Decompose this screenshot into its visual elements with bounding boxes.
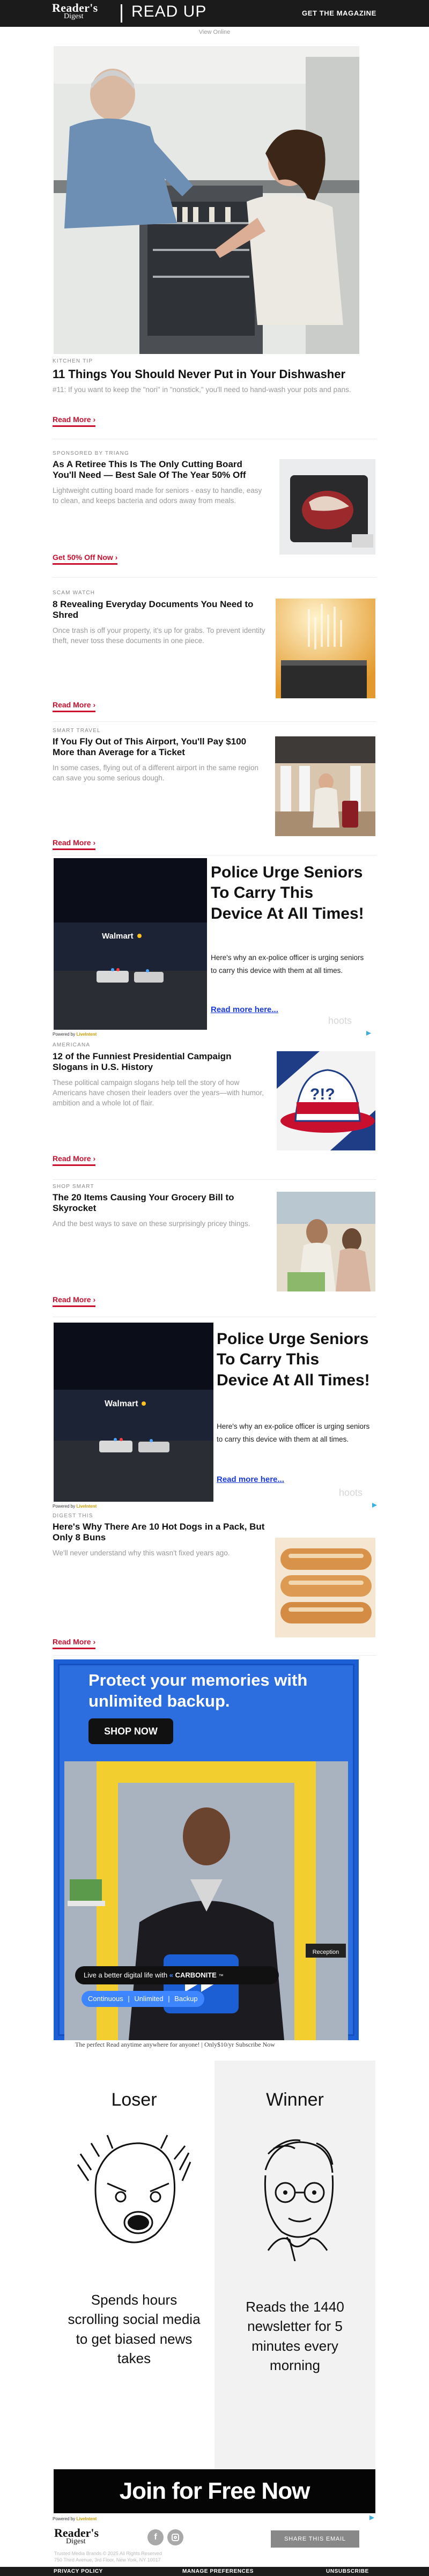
- feature-backup: Backup: [174, 1995, 198, 2003]
- instagram-icon[interactable]: [167, 2529, 183, 2545]
- share-email-button[interactable]: SHARE THIS EMAIL: [271, 2530, 359, 2548]
- article-description: In some cases, flying out of a different airport in the same region can save you some serious dough.: [53, 764, 258, 782]
- article-image-airport[interactable]: [275, 736, 375, 836]
- article-image-shredding[interactable]: [276, 599, 375, 698]
- police-ad-link[interactable]: Read more here...: [211, 1005, 278, 1014]
- feature-continuous: Continuous: [88, 1995, 123, 2003]
- article-category: SCAM WATCH: [53, 590, 95, 596]
- screaming-man-icon: [75, 2132, 193, 2261]
- svg-text:?!?: ?!?: [310, 1086, 335, 1103]
- privacy-policy-link[interactable]: PRIVACY POLICY: [54, 2568, 103, 2574]
- separator: [53, 577, 376, 578]
- footer-logo-line2: Digest: [66, 2537, 86, 2545]
- hoots-watermark: hoots: [339, 1487, 363, 1498]
- readers-digest-logo[interactable]: [52, 2, 98, 20]
- powered-by-liveintent[interactable]: [53, 1504, 97, 1509]
- sponsored-cta-button[interactable]: Get 50% Off Now ›: [53, 553, 117, 565]
- get-magazine-link[interactable]: GET THE MAGAZINE: [302, 9, 376, 17]
- carbonite-ad[interactable]: [54, 1659, 359, 2040]
- article-image-hotdogs[interactable]: [275, 1538, 375, 1637]
- address-text: 750 Third Avenue, 3rd Floor, New York, NY 10017: [54, 2557, 161, 2563]
- article-read-more-button[interactable]: Read More ›: [53, 1154, 95, 1166]
- hoots-watermark: hoots: [328, 1015, 352, 1026]
- shop-now-button[interactable]: SHOP NOW: [88, 1718, 173, 1744]
- article-description: We'll never understand why this wasn't fixed years ago.: [53, 1549, 230, 1557]
- loser-label: Loser: [111, 2090, 157, 2110]
- divider: [121, 4, 122, 23]
- powered-label: Powered by: [53, 2516, 76, 2521]
- article-read-more-button[interactable]: Read More ›: [53, 1637, 95, 1649]
- sponsored-description: Lightweight cutting board made for seniors - easy to handle, easy to clean, and keeps bacteria and odors away from meals.: [53, 486, 262, 505]
- carbonite-features: Continuous | Unlimited | Backup: [82, 1991, 204, 2007]
- hero-photo-illustration: [54, 46, 359, 354]
- adchoices-icon[interactable]: [372, 1503, 377, 1508]
- brand-title: READ UP: [131, 3, 207, 20]
- footer-links-bar: [0, 2567, 429, 2576]
- sponsored-title[interactable]: As A Retiree This Is The Only Cutting Board You'll Need — Best Sale Of The Year 50% Off: [53, 459, 246, 481]
- police-ad-title[interactable]: Police Urge Seniors To Carry This Device At All Times!: [217, 1330, 370, 1389]
- article-title[interactable]: 12 of the Funniest Presidential Campaign Slogans in U.S. History: [53, 1051, 232, 1073]
- article-read-more-button[interactable]: Read More ›: [53, 700, 95, 712]
- police-ad-title[interactable]: Police Urge Seniors To Carry This Device At All Times!: [211, 863, 364, 922]
- winner-panel: [214, 2061, 375, 2469]
- walmart-sign: Walmart: [102, 932, 134, 941]
- separator: [53, 1179, 376, 1180]
- winner-label: Winner: [266, 2090, 324, 2110]
- winner-text: Reads the 1440 newsletter for 5 minutes every morning: [246, 2299, 344, 2374]
- hero-image[interactable]: [54, 46, 359, 354]
- reception-sign: Reception: [312, 1949, 339, 1955]
- join-for-free-button[interactable]: Join for Free Now: [54, 2469, 375, 2513]
- powered-by-liveintent[interactable]: [53, 1032, 97, 1037]
- separator: [53, 721, 376, 722]
- article-category: SMART TRAVEL: [53, 728, 101, 734]
- tagline-prefix: Live a better digital life with: [84, 1971, 168, 1979]
- article-description: These political campaign slogans help tell the story of how Americans have chosen their leaders over the years—with humor, ambition and a whole lot of flair.: [53, 1079, 264, 1107]
- copyright-text: Trusted Media Brands © 2025 All Rights Reserved: [54, 2551, 162, 2556]
- image-alt-text: The perfect Read anytime anywhere for anyone! | Only$10/yr Subscribe Now: [75, 2041, 275, 2048]
- grocery-illustration: [277, 1192, 375, 1291]
- hot-dog-buns-illustration: [275, 1538, 375, 1637]
- sponsored-category: SPONSORED BY TRIANG: [53, 451, 130, 456]
- powered-by-liveintent[interactable]: [53, 2516, 97, 2521]
- hero-description: #11: If you want to keep the "nori" in "nonstick," you'll need to hand-wash your pots and pans.: [53, 386, 351, 394]
- footer-logo-line1: Reader's: [54, 2526, 99, 2540]
- police-ad-text: Here's why an ex-police officer is urging seniors to carry this device with them at all times.: [217, 1422, 370, 1443]
- shredder-illustration: [276, 599, 375, 698]
- police-ad-text: Here's why an ex-police officer is urging seniors to carry this device with them at all times.: [211, 954, 364, 975]
- hero-read-more-button[interactable]: Read More ›: [53, 415, 95, 427]
- article-title[interactable]: 8 Revealing Everyday Documents You Need to Shred: [53, 599, 254, 621]
- unsubscribe-link[interactable]: UNSUBSCRIBE: [326, 2568, 369, 2574]
- article-read-more-button[interactable]: Read More ›: [53, 1295, 95, 1307]
- article-description: And the best ways to save on these surprisingly pricey things.: [53, 1220, 250, 1228]
- logo-line2: Digest: [64, 12, 84, 20]
- calm-man-with-glasses-icon: [236, 2132, 354, 2261]
- powered-label: Powered by: [53, 1032, 76, 1037]
- manage-preferences-link[interactable]: MANAGE PREFERENCES: [182, 2568, 254, 2574]
- airport-illustration: [275, 736, 375, 836]
- article-title[interactable]: The 20 Items Causing Your Grocery Bill to Skyrocket: [53, 1192, 234, 1214]
- article-title[interactable]: Here's Why There Are 10 Hot Dogs in a Pack, But Only 8 Buns: [53, 1522, 265, 1543]
- police-ad-image[interactable]: [54, 858, 207, 1030]
- article-title[interactable]: If You Fly Out of This Airport, You'll Pay $100 More than Average for a Ticket: [53, 736, 247, 758]
- carbonite-tagline: Live a better digital life with « CARBONITE ™: [75, 1966, 279, 1984]
- powered-brand: LiveIntent: [76, 1504, 97, 1509]
- campaign-hat-illustration: [277, 1051, 375, 1150]
- loser-text: Spends hours scrolling social media to get biased news takes: [68, 2292, 201, 2367]
- logo-line1: Reader's: [52, 1, 98, 14]
- adchoices-icon[interactable]: [366, 1031, 371, 1036]
- cutting-board-illustration: [279, 459, 375, 555]
- adchoices-icon[interactable]: [369, 2515, 374, 2520]
- article-image-campaign[interactable]: [277, 1051, 375, 1150]
- police-ad-link[interactable]: Read more here...: [217, 1475, 284, 1484]
- article-category: AMERICANA: [53, 1042, 91, 1048]
- hero-category: KITCHEN TIP: [53, 358, 93, 364]
- top-bar: [0, 0, 429, 27]
- article-category: DIGEST THIS: [53, 1513, 93, 1519]
- facebook-icon[interactable]: f: [147, 2529, 164, 2545]
- loser-panel: [54, 2061, 214, 2469]
- carbonite-brand: CARBONITE: [175, 1971, 217, 1979]
- powered-brand: LiveIntent: [76, 1032, 97, 1037]
- walmart-parking-lot-illustration: [54, 858, 207, 1030]
- police-ad-image[interactable]: [54, 1323, 213, 1502]
- article-image-grocery[interactable]: [277, 1192, 375, 1291]
- walmart-sign: Walmart: [105, 1399, 138, 1408]
- feature-unlimited: Unlimited: [134, 1995, 164, 2003]
- hero-title[interactable]: 11 Things You Should Never Put in Your Dishwasher: [53, 367, 346, 381]
- carbonite-headline: Protect your memories with unlimited backup.: [88, 1671, 308, 1710]
- article-description: Once trash is off your property, it's up for grabs. To prevent identity theft, never toss these documents in one piece.: [53, 626, 265, 645]
- footer-logo-block[interactable]: [54, 2527, 99, 2545]
- article-read-more-button[interactable]: Read More ›: [53, 838, 95, 850]
- powered-brand: LiveIntent: [76, 2516, 97, 2521]
- cutting-board-image[interactable]: [279, 459, 375, 555]
- powered-label: Powered by: [53, 1504, 76, 1509]
- article-category: SHOP SMART: [53, 1184, 94, 1190]
- separator: [53, 1655, 376, 1656]
- view-online-link[interactable]: View Online: [198, 29, 231, 35]
- walmart-parking-lot-illustration: [54, 1323, 213, 1502]
